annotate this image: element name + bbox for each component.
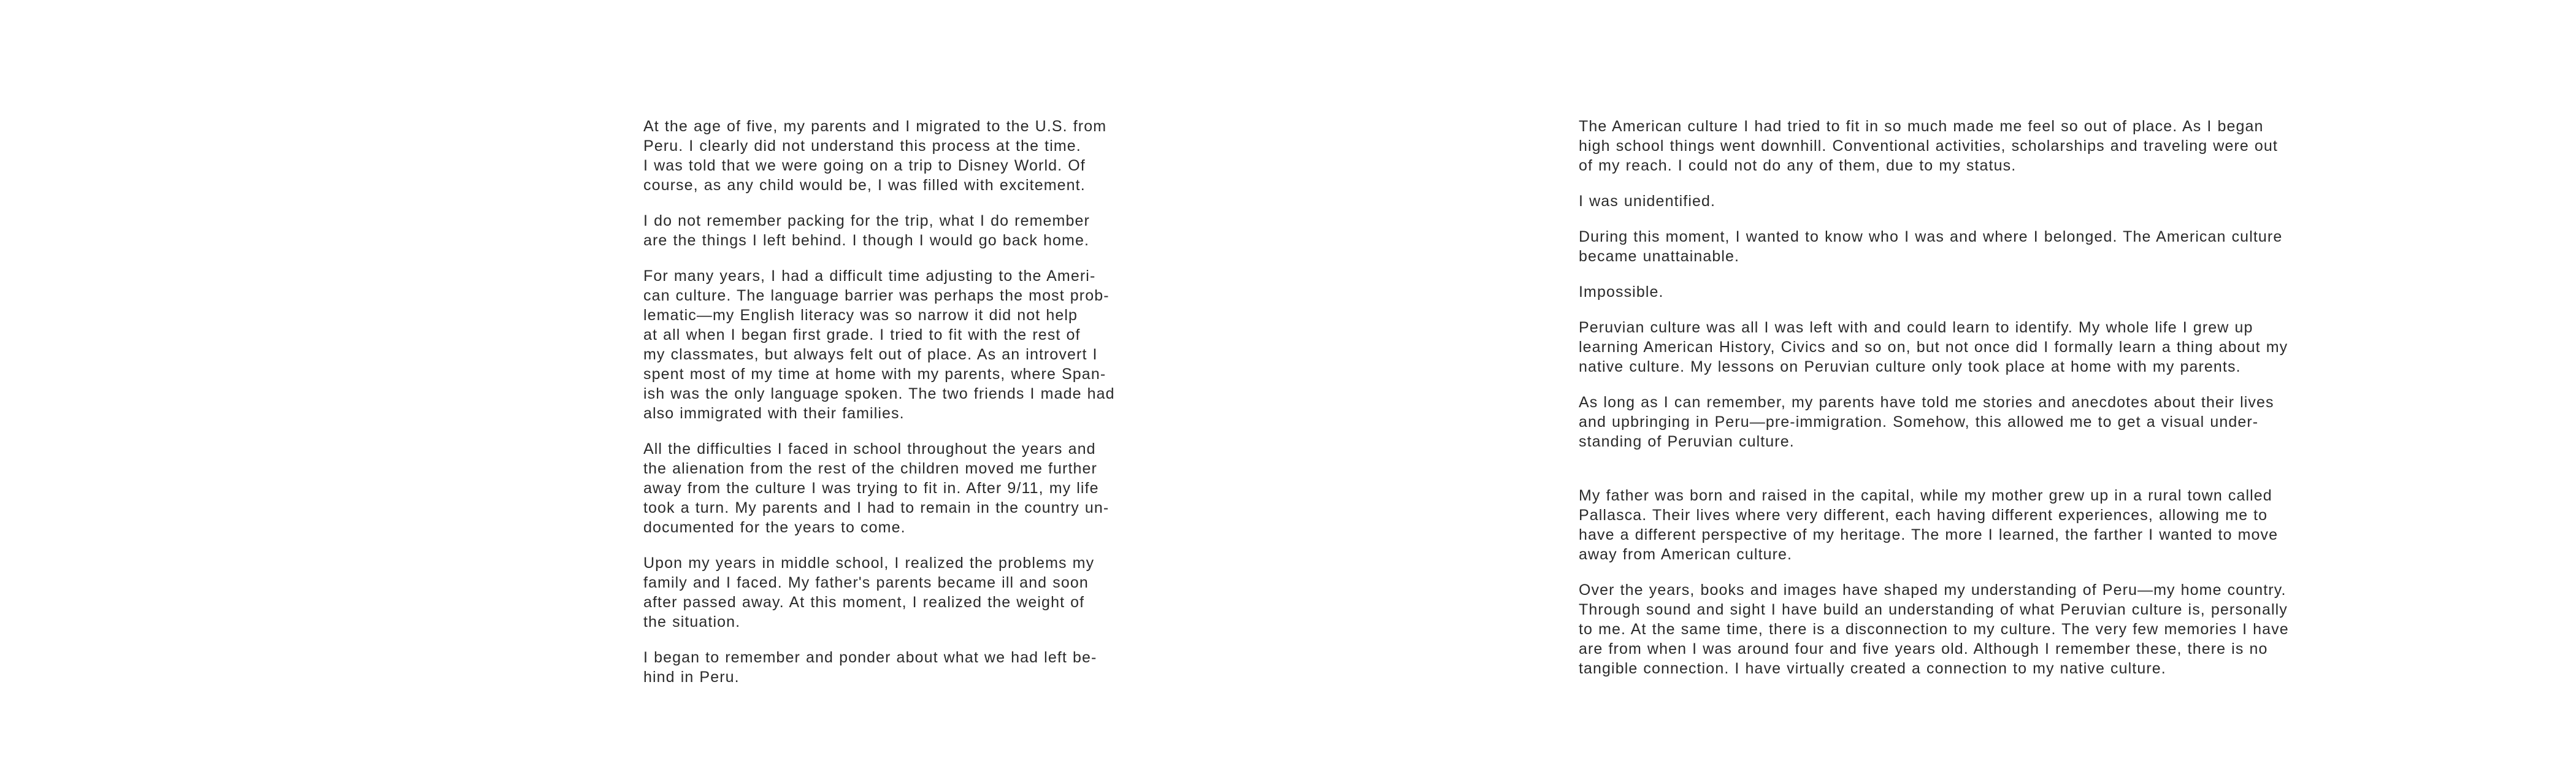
paragraph-impossible: Impossible. bbox=[1579, 283, 1664, 301]
right-page bbox=[1288, 0, 2576, 782]
paragraph-adjusting: For many years, I had a difficult time adjusting to the Ameri- can culture. The language barrier was perhaps the most prob- lematic—my English literacy was so narrow it did not help at all when I began first grade. I tried to fit with the rest of my classmates, but always felt out of place. As an introvert I spent most of my time at home with my parents, where Span- ish was the only language spoken. The two friends I made had also immigrated with their families. bbox=[643, 267, 1115, 422]
paragraph-middle-school: Upon my years in middle school, I realized the problems my family and I faced. My father's parents became ill and soon after passed away. At this moment, I realized the weight of the situation. bbox=[643, 554, 1095, 631]
right-text-column bbox=[1579, 117, 2302, 694]
left-text-column bbox=[643, 117, 1122, 703]
section-gap bbox=[1579, 467, 2302, 486]
paragraph-parents-origins: My father was born and raised in the capital, while my mother grew up in a rural town called Pallasca. Their lives where very different, each having different experiences, allowing me to have a different perspective of my heritage. The more I learned, the farther I wanted to move away from American culture. bbox=[1579, 487, 2279, 563]
paragraph-remember-peru: I began to remember and ponder about what we had left be- hind in Peru. bbox=[643, 649, 1097, 686]
paragraph-out-of-place: The American culture I had tried to fit in so much made me feel so out of place. As I began high school things went downhill. Conventional activities, scholarships and traveling were out of my reach. I could not do any of them, due to my status. bbox=[1579, 118, 2278, 174]
paragraph-home-country: Over the years, books and images have shaped my understanding of Peru—my home country. Through sound and sight I have build an understanding of what Peruvian culture is, personally to me. At the same time, there is a disconnection to my culture. The very few memories I have are from when I was around four and five years old. Although I remember these, there is no tangible connection. I have virtually created a connection to my native culture. bbox=[1579, 581, 2289, 677]
paragraph-left-behind: I do not remember packing for the trip, what I do remember are the things I left behind. I though I would go back home. bbox=[643, 212, 1090, 249]
paragraph-unidentified: I was unidentified. bbox=[1579, 193, 1716, 210]
paragraph-peruvian-culture: Peruvian culture was all I was left with and could learn to identify. My whole life I grew up learning American History, Civics and so on, but not once did I formally learn a thing about my native culture. My lessons on Peruvian culture only took place at home with my parents. bbox=[1579, 319, 2288, 375]
paragraph-stories: As long as I can remember, my parents have told me stories and anecdotes about their lives and upbringing in Peru—pre-immigration. Somehow, this allowed me to get a visual under- standing of Peruvian culture. bbox=[1579, 394, 2274, 450]
paragraph-migration: At the age of five, my parents and I migrated to the U.S. from Peru. I clearly did not understand this process at the time. I was told that we were going on a trip to Disney World. Of course, as any child would be, I was filled with excitement. bbox=[643, 118, 1107, 194]
paragraph-difficulties: All the difficulties I faced in school throughout the years and the alienation from the rest of the children moved me further away from the culture I was trying to fit in. After 9/11, my life took a turn. My parents and I had to remain in the country un- documented for the years to come. bbox=[643, 440, 1110, 536]
paragraph-who-i-was: During this moment, I wanted to know who I was and where I belonged. The American culture became unattainable. bbox=[1579, 228, 2283, 265]
